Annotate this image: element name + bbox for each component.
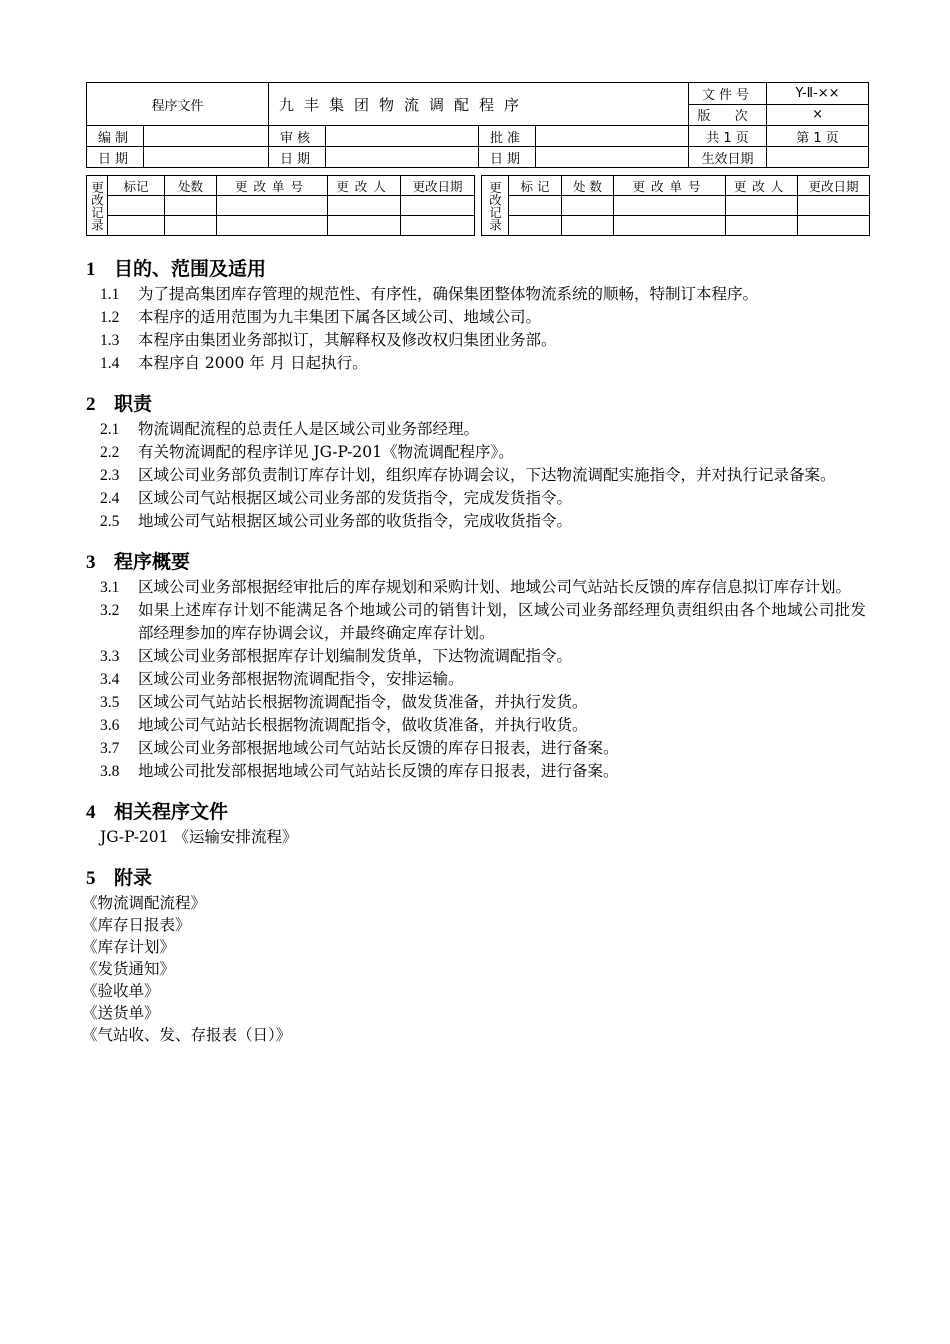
date-value-1 (144, 147, 269, 168)
list-item: 1.1 为了提高集团库存管理的规范性、有序性，确保集团整体物流系统的顺畅，特制订本程序。 (100, 285, 759, 303)
col-mark: 标 记 (509, 176, 562, 196)
list-item: 1.2 本程序的适用范围为九丰集团下属各区域公司、地域公司。 (100, 308, 542, 326)
list-item: 3.6 地域公司气站站长根据物流调配指令，做收货准备，并执行收货。 (100, 716, 588, 734)
change-row (482, 216, 870, 236)
appendix-item: 《送货单》 (82, 1004, 160, 1022)
document-body (82, 256, 866, 1062)
list-item: 3.4 区域公司业务部根据物流调配指令，安排运输。 (100, 670, 464, 688)
list-item: 2.5 地域公司气站根据区域公司业务部的收货指令，完成收货指令。 (100, 512, 573, 530)
version-value: × (767, 104, 869, 126)
change-record-table-right (481, 175, 870, 236)
appendix-item: 《物流调配流程》 (82, 894, 207, 912)
list-item: 2.3 区域公司业务部负责制订库存计划，组织库存协调会议，下达物流调配实施指令，并对执行记录备案。 (100, 466, 836, 484)
date-value-3 (536, 147, 689, 168)
section-heading: 5 附录 (86, 867, 153, 889)
appendix-item: 《气站收、发、存报表（日）》 (82, 1026, 292, 1044)
col-count: 处 数 (562, 176, 614, 196)
version-label: 版 次 (689, 104, 767, 126)
list-item: 3.8 地域公司批发部根据地域公司气站站长反馈的库存日报表，进行备案。 (100, 762, 619, 780)
list-item: 3.1 区域公司业务部根据经审批后的库存规划和采购计划、地域公司气站站长反馈的库存信息拟订库存计划。 (100, 578, 852, 596)
related-document-ref: JG-P-201 《运输安排流程》 (100, 828, 298, 846)
review-value (326, 126, 479, 147)
list-item: 3.3 区域公司业务部根据库存计划编制发货单，下达物流调配指令。 (100, 647, 573, 665)
col-change-no: 更改单号 (217, 176, 328, 196)
date-label-1: 日期 (87, 147, 144, 168)
date-value-2 (326, 147, 479, 168)
section-4 (86, 799, 866, 849)
appendix-item: 《验收单》 (82, 982, 160, 1000)
compiled-label: 编制 (87, 126, 144, 147)
review-label: 审核 (269, 126, 326, 147)
change-row (482, 196, 870, 216)
doc-no-label: 文件号 (689, 83, 767, 105)
approve-value (536, 126, 689, 147)
section-3 (86, 549, 866, 783)
col-mark: 标记 (108, 176, 165, 196)
col-change-date: 更改日期 (798, 176, 870, 196)
page-number: 第 1 页 (767, 126, 869, 147)
col-changer: 更改人 (726, 176, 798, 196)
doc-no: Y-Ⅱ-×× (767, 83, 869, 105)
change-row (87, 216, 475, 236)
compiled-value (144, 126, 269, 147)
list-item: 3.5 区域公司气站站长根据物流调配指令，做发货准备，并执行发货。 (100, 693, 588, 711)
col-change-date: 更改日期 (401, 176, 475, 196)
doc-type: 程序文件 (87, 83, 269, 126)
list-item: 2.4 区域公司气站根据区域公司业务部的发货指令，完成发货指令。 (100, 489, 573, 507)
list-item: 3.2 如果上述库存计划不能满足各个地域公司的销售计划，区域公司业务部经理负责组织由各个地域公司批发部经理参加的库存协调会议，并最终确定库存计划。 (100, 601, 866, 642)
doc-title: 九丰集团物流调配程序 (269, 83, 689, 126)
effective-date-value (767, 147, 869, 168)
list-item: 1.3 本程序由集团业务部拟订，其解释权及修改权归集团业务部。 (100, 331, 557, 349)
section-5 (82, 865, 866, 1046)
appendix-item: 《发货通知》 (82, 960, 176, 978)
date-label-2: 日期 (269, 147, 326, 168)
list-item: 2.2 有关物流调配的程序详见 JG-P-201《物流调配程序》。 (100, 443, 514, 461)
section-2 (86, 391, 866, 533)
change-row (87, 196, 475, 216)
header-table (86, 82, 869, 168)
change-record-label: 更改记录 (87, 176, 108, 236)
col-count: 处数 (165, 176, 217, 196)
total-pages: 共 1 页 (689, 126, 767, 147)
list-item: 3.7 区域公司业务部根据地域公司气站站长反馈的库存日报表，进行备案。 (100, 739, 619, 757)
approve-label: 批准 (479, 126, 536, 147)
list-item: 2.1 物流调配流程的总责任人是区域公司业务部经理。 (100, 420, 480, 438)
col-change-no: 更改单号 (614, 176, 726, 196)
list-item: 1.4 本程序自 2000 年 月 日起执行。 (100, 354, 368, 372)
section-heading: 4 相关程序文件 (86, 801, 229, 823)
change-record-table-left (86, 175, 475, 236)
section-heading: 2 职责 (86, 393, 153, 415)
section-heading: 1 目的、范围及适用 (86, 258, 267, 280)
appendix-item: 《库存日报表》 (82, 916, 191, 934)
section-heading: 3 程序概要 (86, 551, 191, 573)
change-record-label: 更改记录 (482, 176, 509, 236)
section-1 (86, 256, 866, 375)
effective-date-label: 生效日期 (689, 147, 767, 168)
date-label-3: 日期 (479, 147, 536, 168)
col-changer: 更改人 (328, 176, 401, 196)
appendix-item: 《库存计划》 (82, 938, 176, 956)
